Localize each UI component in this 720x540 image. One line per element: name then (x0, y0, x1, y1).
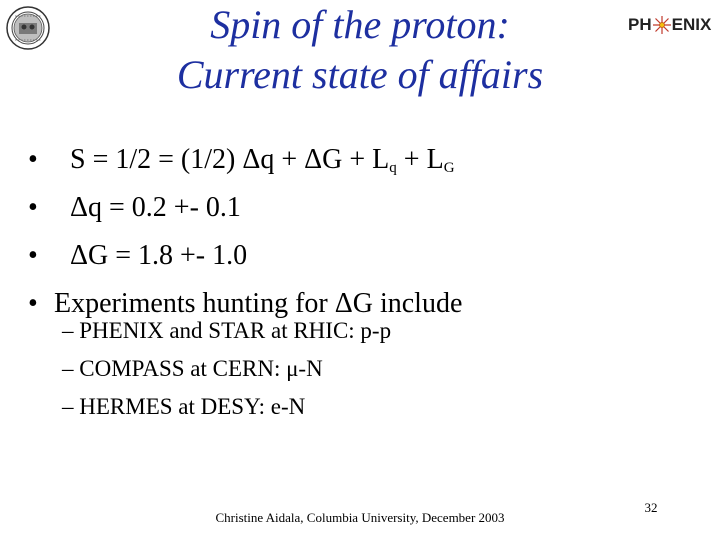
starburst-icon (653, 16, 671, 34)
bullet-marker: • (28, 240, 38, 271)
bullet-item-spin-sum (28, 136, 708, 184)
bullet-list (28, 136, 708, 328)
bullet-text: ΔG = 1.8 +- 1.0 (70, 240, 248, 271)
bullet-marker: • (28, 192, 38, 223)
slide-title (120, 0, 600, 100)
slide-footer: Christine Aidala, Columbia University, December 2003 (215, 510, 505, 525)
experiment-sublist (62, 312, 662, 426)
logo-text-left: PH (628, 15, 652, 34)
logo-text-right: ENIX (671, 15, 712, 34)
bullet-item-delta-g (28, 232, 708, 280)
university-seal-icon (6, 6, 50, 50)
subscript-g: G (443, 160, 455, 176)
bullet-text: Experiments hunting for ΔG include (54, 288, 463, 319)
sub-item-phenix-star: – PHENIX and STAR at RHIC: p-p (62, 318, 392, 343)
bullet-item-delta-q (28, 184, 708, 232)
sub-item-compass: – COMPASS at CERN: μ-N (62, 356, 323, 381)
phenix-logo (628, 10, 712, 40)
bullet-marker: • (28, 288, 38, 319)
bullet-marker: • (28, 144, 38, 175)
title-line-1: Spin of the proton: (210, 2, 510, 47)
formula-part: S = 1/2 = (1/2) Δq + ΔG + L (70, 144, 390, 175)
sub-item-hermes: – HERMES at DESY: e-N (62, 394, 306, 419)
bullet-text: Δq = 0.2 +- 0.1 (70, 192, 241, 223)
page-number: 32 (644, 500, 658, 515)
title-line-2: Current state of affairs (176, 52, 544, 97)
subscript-q: q (389, 160, 397, 176)
formula-part: + L (396, 144, 444, 175)
